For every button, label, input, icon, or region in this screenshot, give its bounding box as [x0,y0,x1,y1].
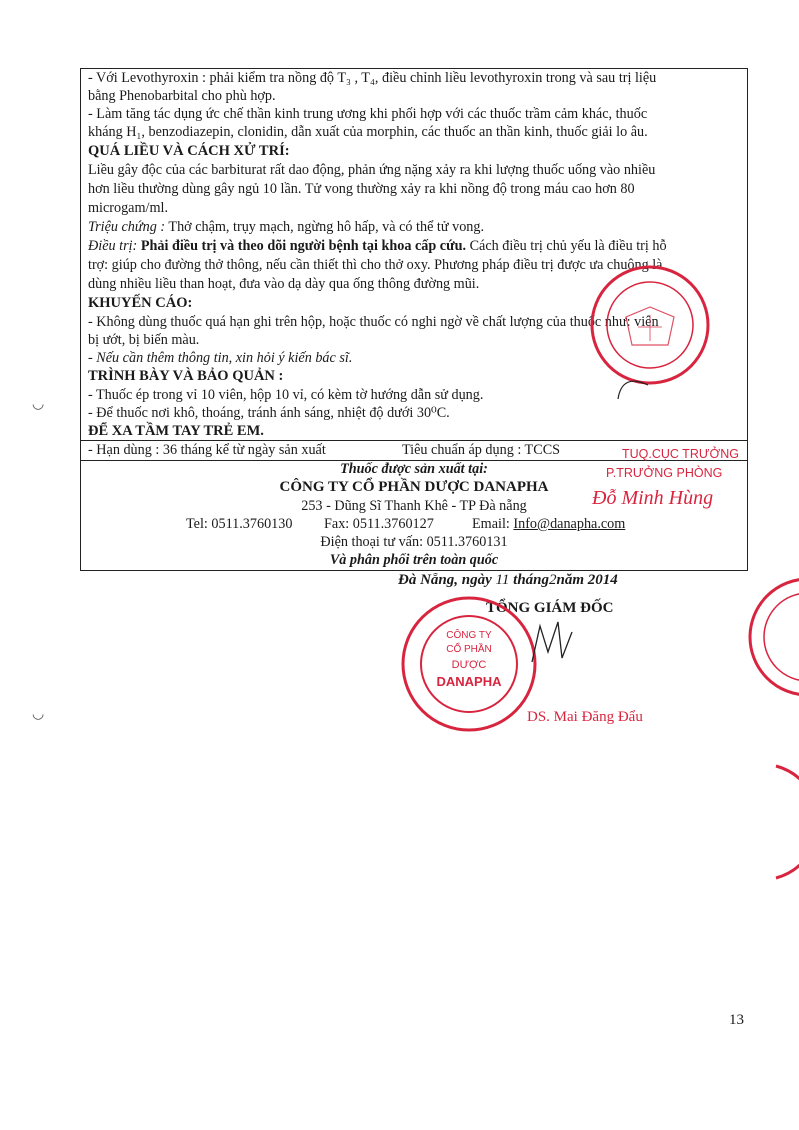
date-month-label: tháng [513,572,550,588]
tel: Tel: 0511.3760130 [186,516,293,532]
shelf-life: - Hạn dùng : 36 tháng kể từ ngày sản xuất [88,442,326,458]
date-prefix: Đà Nẵng, ngày [398,572,492,588]
distribution: Và phân phối trên toàn quốc [329,552,499,568]
fax: Fax: 0511.3760127 [324,516,434,532]
date-year: năm 2014 [556,572,618,588]
treatment-bold: Phải điều trị và theo dõi người bệnh tại khoa cấp cứu. [137,238,467,254]
company-stamp-line: CỔ PHẦN [446,644,492,655]
signoff-date [398,572,618,589]
approval-line2: P.TRƯỞNG PHÒNG [606,466,723,480]
date-day: 11 [495,572,510,588]
company-stamp-line: DANAPHA [436,674,502,689]
treatment-label: Điều trị: [88,238,138,254]
divider [80,440,748,441]
storage-heading: TRÌNH BÀY VÀ BẢO QUẢN : [88,368,284,384]
text-line: dùng nhiều liều than hoạt, đưa vào dạ dày qua ống thông đường mũi. [88,276,480,292]
director-title: TỔNG GIÁM ĐỐC [486,600,614,616]
text-line: microgam/ml. [88,200,168,216]
text-line-advice: - Nếu cần thêm thông tin, xin hỏi ý kiến bác sĩ. [88,350,353,366]
advice-heading: KHUYẾN CÁO: [88,295,193,311]
email-link[interactable]: Info@danapha.com [513,516,626,532]
approval-signature: Đỗ Minh Hùng [592,487,714,509]
company-stamp-line: CÔNG TY [446,630,492,641]
signature-mark [528,612,578,672]
email-line [472,516,625,533]
text-line: hơn liều thường dùng gây ngủ 10 lần. Tử vong thường xảy ra khi nồng độ trong máu cao hơn 80 [88,181,635,197]
symptoms-line [88,219,484,236]
overdose-heading: QUÁ LIỀU VÀ CÁCH XỬ TRÍ: [88,143,290,159]
text-line: kháng H₁, benzodiazepin, clonidin, dẫn xuất của morphin, các thuốc an thần kinh, thuốc giải lo âu. [88,124,648,140]
ministry-stamp [578,253,718,403]
text-line: - Để thuốc nơi khô, thoáng, tránh ánh sáng, nhiệt độ dưới 30⁰C. [88,405,450,421]
text-line: bằng Phenobarbital cho phù hợp. [88,88,276,104]
signer-name: DS. Mai Đăng Đẩu [527,709,643,725]
text-line-levothyroxin: - Với Levothyroxin : phải kiểm tra nồng độ T₃ , T₄, điều chỉnh liều levothyroxin trong và sau trị liệu [88,70,657,86]
symptoms-label: Triệu chứng : [88,219,166,235]
approval-line1: TUQ.CỤC TRƯỞNG [622,447,739,461]
text-line: bị ướt, bị biến màu. [88,332,200,348]
email-label: Email: [472,516,514,532]
symptoms-text: Thở chậm, trụy mạch, ngừng hô hấp, và có thể tử vong. [165,219,485,235]
text-line: Liều gây độc của các barbiturat rất dao động, phản ứng nặng xảy ra khi lượng thuốc uống vào nhiều [88,162,656,178]
treatment-rest: Cách điều trị chủ yếu là điều trị hỗ [466,238,667,254]
company-address: 253 - Dũng Sĩ Thanh Khê - TP Đà nẵng [301,498,527,514]
edge-stamp-lower [724,762,799,882]
company-stamp [393,594,545,734]
children-warning: ĐỂ XA TẦM TAY TRẺ EM. [88,423,264,439]
text-line: - Làm tăng tác dụng ức chế thần kinh trung ương khi phối hợp với các thuốc trầm cảm khác, thuốc [88,106,648,122]
hole-mark: ◡ [32,397,45,412]
text-line: trợ: giúp cho đường thở thông, nếu cần thiết thì cho thở oxy. Phương pháp điều trị được ưa chuộng là [88,257,663,273]
date-month: 2 [549,572,557,588]
text-line: - Không dùng thuốc quá hạn ghi trên hộp, hoặc thuốc có nghi ngờ về chất lượng của thuốc như: viên [88,314,659,330]
hole-mark: ◡ [32,707,45,722]
text-line: - Thuốc ép trong vỉ 10 viên, hộp 10 vỉ, có kèm tờ hướng dẫn sử dụng. [88,387,484,403]
standard: Tiêu chuẩn áp dụng : TCCS [402,442,561,458]
hotline: Điện thoại tư vấn: 0511.3760131 [320,534,508,550]
company-stamp-line: DƯỢC [451,659,487,671]
made-at-label: Thuốc được sản xuất tại: [340,461,488,477]
edge-stamp [738,572,799,702]
page-number: 13 [729,1012,744,1028]
company-name: CÔNG TY CỔ PHẦN DƯỢC DANAPHA [279,479,549,495]
